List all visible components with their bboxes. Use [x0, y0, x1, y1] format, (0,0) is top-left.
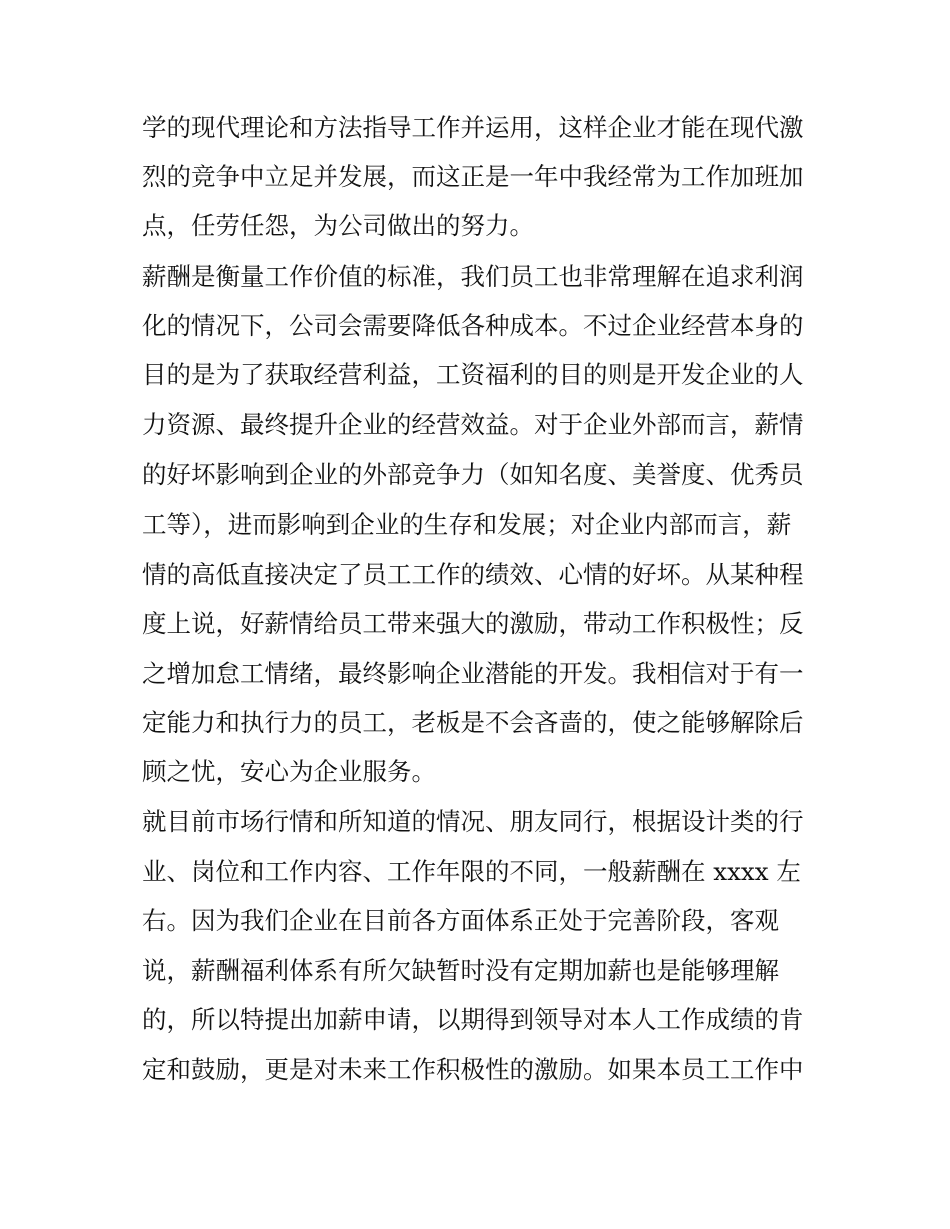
text-line: 定能力和执行力的员工，老板是不会吝啬的，使之能够解除后	[142, 708, 804, 737]
text-line: 的，所以特提出加薪申请，以期得到领导对本人工作成绩的肯	[142, 1005, 804, 1034]
text-line: 定和鼓励，更是对未来工作积极性的激励。如果本员工工作中	[142, 1055, 804, 1084]
text-line: 说，薪酬福利体系有所欠缺暂时没有定期加薪也是能够理解	[142, 956, 779, 985]
text-line: 就目前市场行情和所知道的情况、朋友同行，根据设计类的行	[142, 807, 804, 836]
text-line: 目的是为了获取经营利益，工资福利的目的则是开发企业的人	[142, 360, 804, 389]
text-line: 工等），进而影响到企业的生存和发展；对企业内部而言，薪	[142, 510, 792, 539]
text-line: 点，任劳任怨，为公司做出的努力。	[142, 211, 534, 240]
text-line: 之增加怠工情绪，最终影响企业潜能的开发。我相信对于有一	[142, 659, 804, 688]
text-line: 学的现代理论和方法指导工作并运用，这样企业才能在现代激	[142, 113, 804, 142]
text-line: 情的高低直接决定了员工工作的绩效、心情的好坏。从某种程	[142, 560, 804, 589]
text-line: 度上说，好薪情给员工带来强大的激励，带动工作积极性；反	[142, 609, 804, 638]
text-line: 薪酬是衡量工作价值的标准，我们员工也非常理解在追求利润	[142, 262, 804, 291]
text-line: 烈的竞争中立足并发展，而这正是一年中我经常为工作加班加	[142, 162, 804, 191]
text-line: 化的情况下，公司会需要降低各种成本。不过企业经营本身的	[142, 311, 804, 340]
text-line: 力资源、最终提升企业的经营效益。对于企业外部而言，薪情	[142, 410, 804, 439]
text-line: 顾之忧，安心为企业服务。	[142, 757, 436, 786]
text-line: 的好坏影响到企业的外部竞争力（如知名度、美誉度、优秀员	[142, 460, 804, 489]
text-line: 业、岗位和工作内容、工作年限的不同，一般薪酬在 xxxx 左	[142, 857, 801, 886]
text-line: 右。因为我们企业在目前各方面体系正处于完善阶段，客观	[142, 906, 779, 935]
